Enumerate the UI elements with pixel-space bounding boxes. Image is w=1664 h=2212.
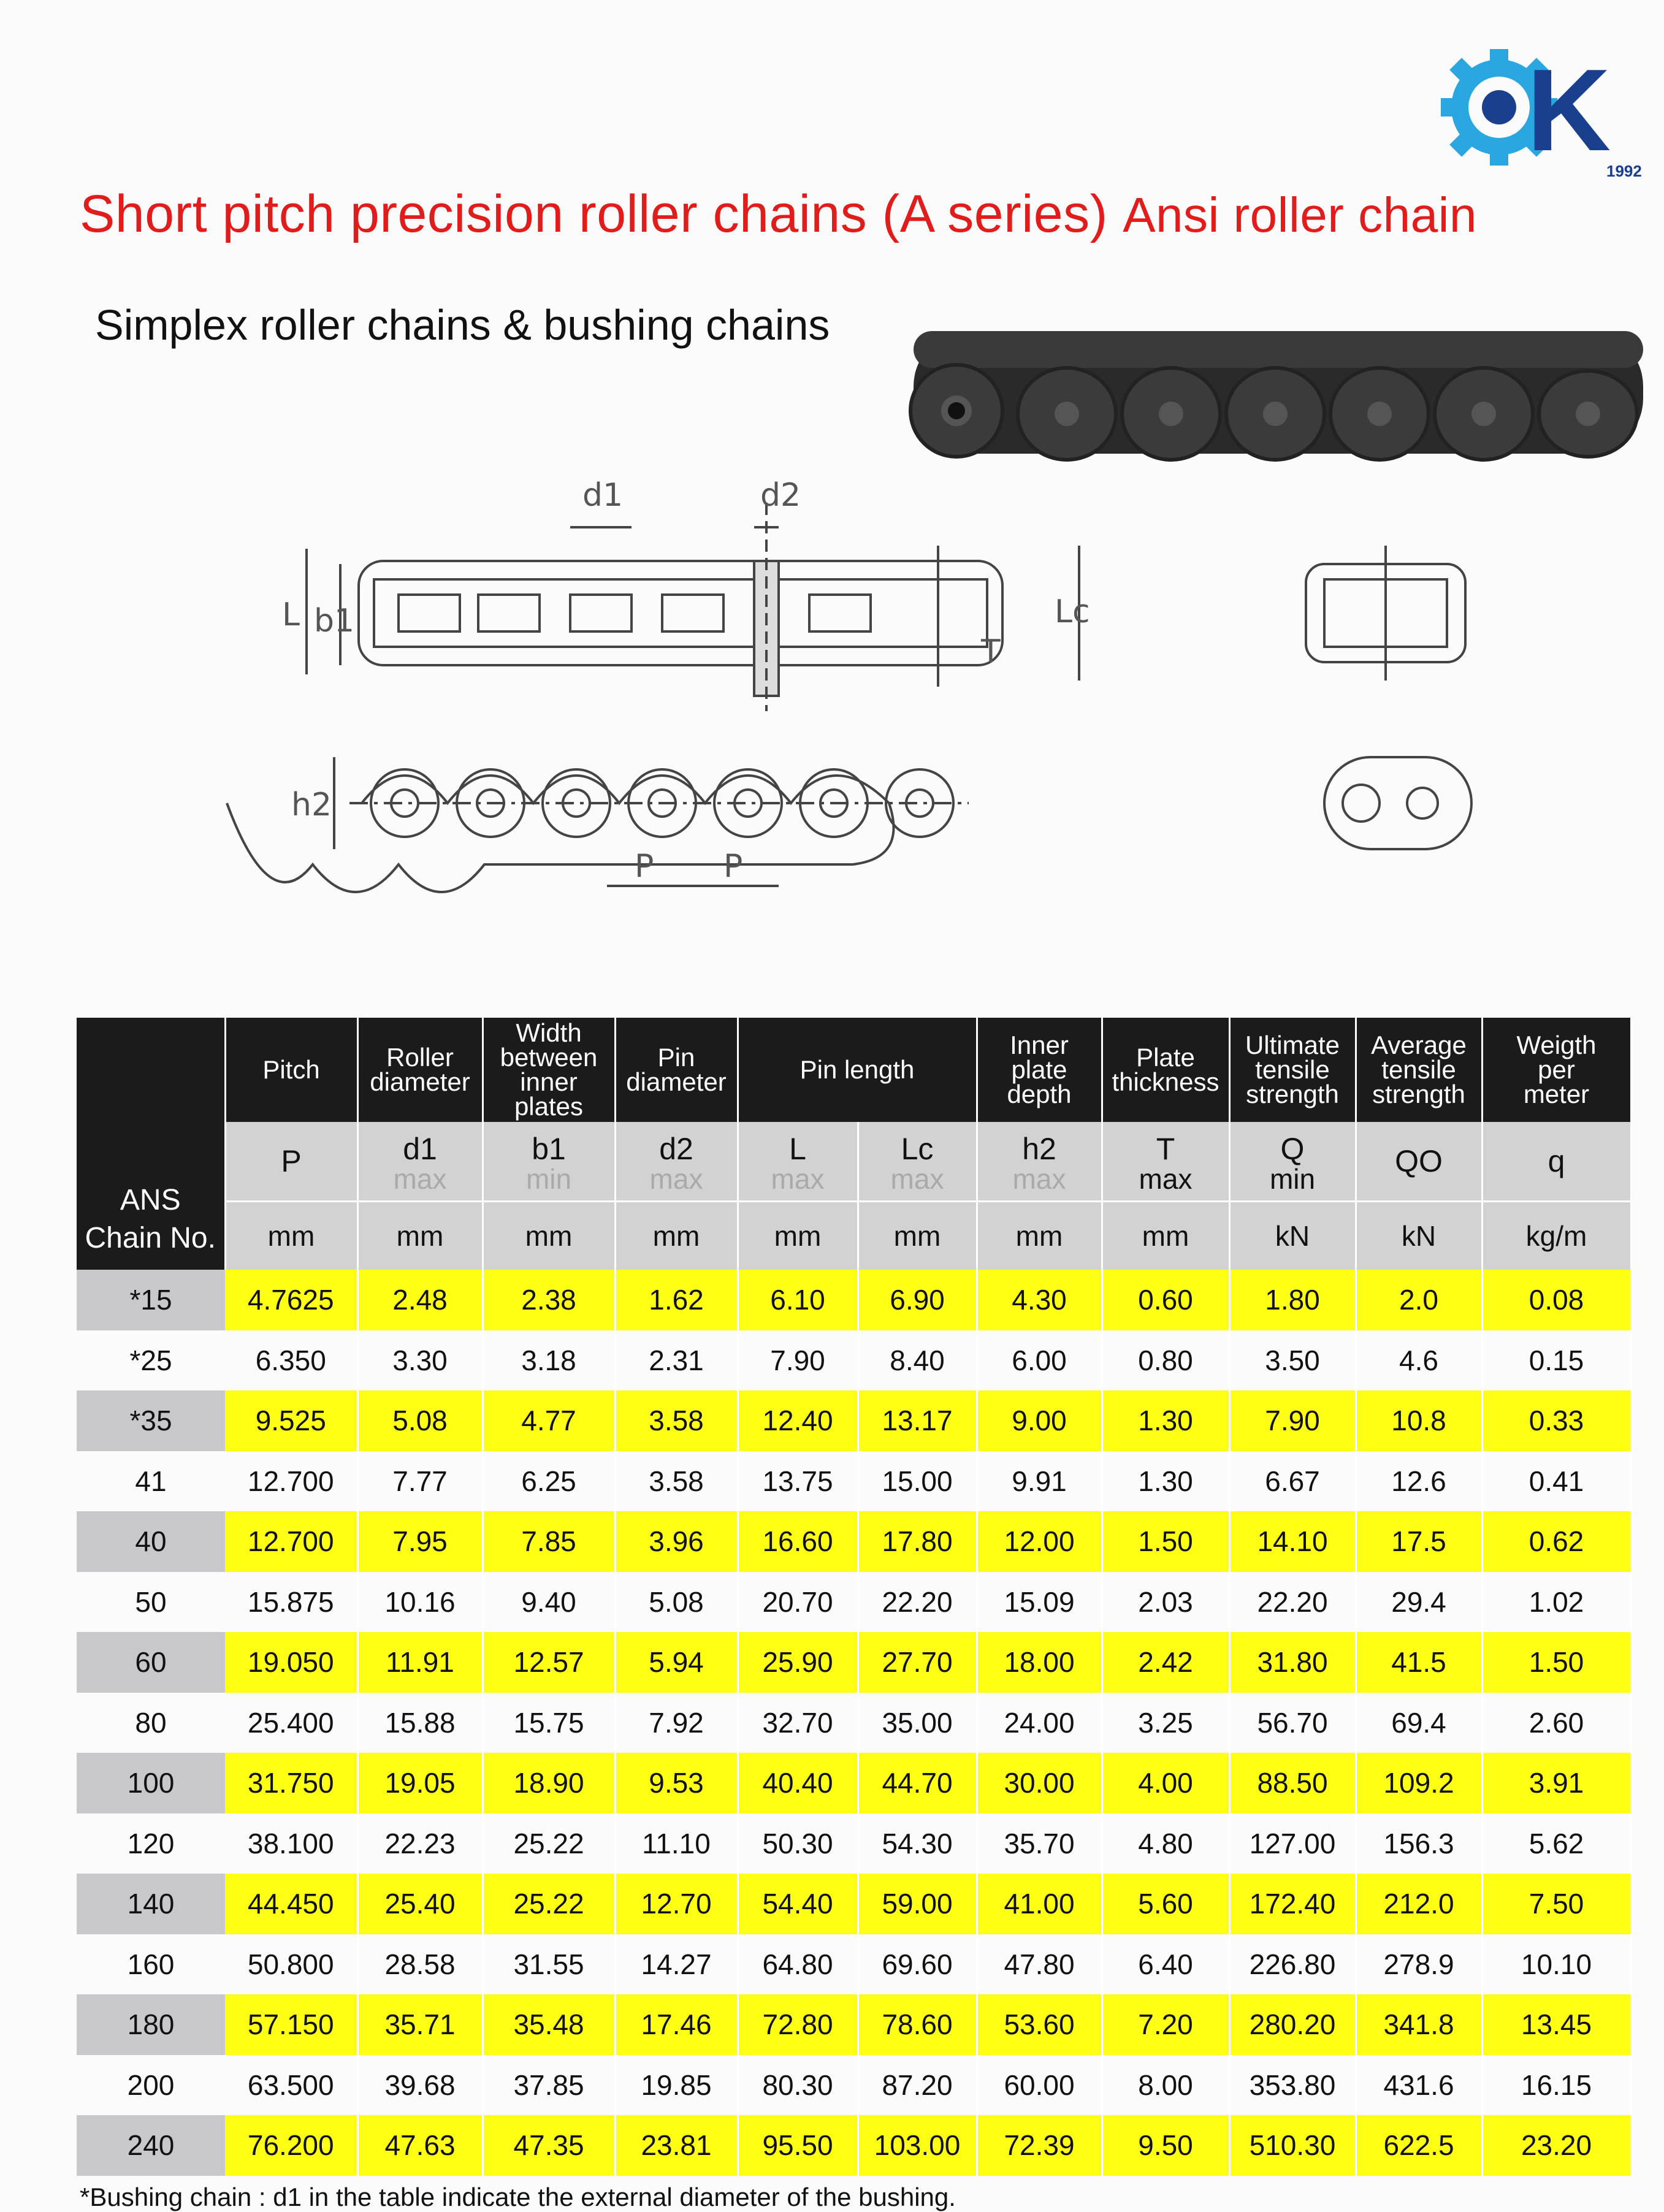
value-cell: 72.80	[738, 1994, 858, 2055]
value-cell: 80.30	[738, 2055, 858, 2116]
table-row	[77, 1330, 1631, 1391]
value-cell: 14.27	[615, 1934, 738, 1995]
value-cell: 278.9	[1356, 1934, 1482, 1995]
value-cell: 88.50	[1229, 1753, 1356, 1813]
symbol-cell	[738, 1122, 858, 1202]
value-cell: 41.5	[1356, 1632, 1482, 1693]
table-row	[77, 1270, 1631, 1330]
table-row	[77, 2115, 1631, 2176]
value-cell: 1.62	[615, 1270, 738, 1330]
value-cell: 8.00	[1102, 2055, 1229, 2116]
title-suffix: Ansi roller chain	[1123, 188, 1477, 242]
value-cell: 44.70	[858, 1753, 977, 1813]
value-cell: 57.150	[225, 1994, 357, 2055]
value-cell: 431.6	[1356, 2055, 1482, 2116]
value-cell: 9.525	[225, 1390, 357, 1451]
value-cell: 38.100	[225, 1813, 357, 1874]
value-cell: 22.20	[1229, 1572, 1356, 1633]
table-row	[77, 1994, 1631, 2055]
value-cell: 9.00	[977, 1390, 1102, 1451]
value-cell: 6.00	[977, 1330, 1102, 1391]
value-cell: 54.40	[738, 1874, 858, 1934]
value-cell: 103.00	[858, 2115, 977, 2176]
label-P2: P	[723, 848, 743, 885]
value-cell: 25.400	[225, 1693, 357, 1753]
value-cell: 10.16	[357, 1572, 483, 1633]
unit-cell: mm	[738, 1202, 858, 1270]
value-cell: 622.5	[1356, 2115, 1482, 2176]
value-cell: 19.050	[225, 1632, 357, 1693]
value-cell: 6.40	[1102, 1934, 1229, 1995]
value-cell: 69.4	[1356, 1693, 1482, 1753]
value-cell: 7.90	[738, 1330, 858, 1391]
value-cell: 172.40	[1229, 1874, 1356, 1934]
value-cell: 226.80	[1229, 1934, 1356, 1995]
label-d1: d1	[582, 477, 624, 514]
value-cell: 109.2	[1356, 1753, 1482, 1813]
symbol-text: Q	[1280, 1132, 1305, 1166]
value-cell: 50.30	[738, 1813, 858, 1874]
value-cell: 6.67	[1229, 1451, 1356, 1512]
table-row	[77, 1693, 1631, 1753]
value-cell: 22.23	[357, 1813, 483, 1874]
value-cell: 9.50	[1102, 2115, 1229, 2176]
value-cell: 69.60	[858, 1934, 977, 1995]
value-cell: 47.63	[357, 2115, 483, 2176]
value-cell: 2.0	[1356, 1270, 1482, 1330]
value-cell: 6.25	[483, 1451, 615, 1512]
value-cell: 1.30	[1102, 1451, 1229, 1512]
value-cell: 95.50	[738, 2115, 858, 2176]
value-cell: 1.02	[1482, 1572, 1631, 1633]
value-cell: 15.75	[483, 1693, 615, 1753]
value-cell: 13.45	[1482, 1994, 1631, 2055]
value-cell: 9.53	[615, 1753, 738, 1813]
value-cell: 4.7625	[225, 1270, 357, 1330]
chain-no-cell: 40	[77, 1511, 225, 1572]
value-cell: 0.62	[1482, 1511, 1631, 1572]
value-cell: 16.60	[738, 1511, 858, 1572]
value-cell: 212.0	[1356, 1874, 1482, 1934]
value-cell: 59.00	[858, 1874, 977, 1934]
value-cell: 2.31	[615, 1330, 738, 1391]
label-b1: b1	[314, 603, 355, 639]
chain-no-cell: 180	[77, 1994, 225, 2055]
table-row	[77, 1390, 1631, 1451]
value-cell: 35.00	[858, 1693, 977, 1753]
col-inner: Inner plate depth	[977, 1018, 1102, 1122]
value-cell: 2.42	[1102, 1632, 1229, 1693]
title-main: Short pitch precision roller chains (A series)	[80, 185, 1108, 243]
value-cell: 17.46	[615, 1994, 738, 2055]
label-Lc: Lc	[1055, 593, 1090, 630]
chain-no-cell: 60	[77, 1632, 225, 1693]
value-cell: 5.60	[1102, 1874, 1229, 1934]
symbol-cell	[1356, 1122, 1482, 1202]
spec-table	[77, 1018, 1632, 2176]
chain-no-cell: 120	[77, 1813, 225, 1874]
chain-no-cell: *15	[77, 1270, 225, 1330]
value-cell: 7.90	[1229, 1390, 1356, 1451]
value-cell: 353.80	[1229, 2055, 1356, 2116]
value-cell: 3.91	[1482, 1753, 1631, 1813]
symbol-text: b1	[532, 1132, 566, 1166]
value-cell: 3.96	[615, 1511, 738, 1572]
value-cell: 5.62	[1482, 1813, 1631, 1874]
table-row	[77, 1753, 1631, 1813]
value-cell: 13.75	[738, 1451, 858, 1512]
value-cell: 32.70	[738, 1693, 858, 1753]
table-row	[77, 1451, 1631, 1512]
unit-cell: kg/m	[1482, 1202, 1631, 1270]
value-cell: 12.00	[977, 1511, 1102, 1572]
value-cell: 35.48	[483, 1994, 615, 2055]
value-cell: 12.40	[738, 1390, 858, 1451]
value-cell: 3.30	[357, 1330, 483, 1391]
value-cell: 2.60	[1482, 1693, 1631, 1753]
value-cell: 12.70	[615, 1874, 738, 1934]
symbol-cell	[858, 1122, 977, 1202]
value-cell: 44.450	[225, 1874, 357, 1934]
logo-year: 1992	[1606, 162, 1642, 180]
value-cell: 25.22	[483, 1813, 615, 1874]
value-cell: 20.70	[738, 1572, 858, 1633]
value-cell: 25.40	[357, 1874, 483, 1934]
col-pin-dia: Pin diameter	[615, 1018, 738, 1122]
limit-text: max	[649, 1163, 703, 1195]
value-cell: 3.25	[1102, 1693, 1229, 1753]
symbol-cell	[357, 1122, 483, 1202]
symbol-cell	[1229, 1122, 1356, 1202]
chain-drawing	[270, 478, 1533, 920]
value-cell: 12.6	[1356, 1451, 1482, 1512]
col-pitch: Pitch	[225, 1018, 357, 1122]
subtitle: Simplex roller chains & bushing chains	[95, 301, 830, 349]
value-cell: 64.80	[738, 1934, 858, 1995]
col-avg: Average tensile strength	[1356, 1018, 1482, 1122]
value-cell: 18.90	[483, 1753, 615, 1813]
value-cell: 39.68	[357, 2055, 483, 2116]
value-cell: 23.20	[1482, 2115, 1631, 2176]
svg-text:K: K	[1527, 45, 1611, 175]
limit-text: min	[525, 1163, 572, 1195]
value-cell: 56.70	[1229, 1693, 1356, 1753]
value-cell: 25.90	[738, 1632, 858, 1693]
value-cell: 2.38	[483, 1270, 615, 1330]
value-cell: 7.92	[615, 1693, 738, 1753]
value-cell: 9.40	[483, 1572, 615, 1633]
limit-text: max	[1012, 1163, 1066, 1195]
unit-cell: mm	[615, 1202, 738, 1270]
table-row	[77, 1511, 1631, 1572]
value-cell: 7.50	[1482, 1874, 1631, 1934]
value-cell: 6.90	[858, 1270, 977, 1330]
chain-no-cell: 200	[77, 2055, 225, 2116]
value-cell: 4.00	[1102, 1753, 1229, 1813]
page-title	[80, 184, 1637, 245]
value-cell: 510.30	[1229, 2115, 1356, 2176]
value-cell: 6.10	[738, 1270, 858, 1330]
value-cell: 1.80	[1229, 1270, 1356, 1330]
table-row	[77, 1572, 1631, 1633]
symbol-cell	[977, 1122, 1102, 1202]
value-cell: 341.8	[1356, 1994, 1482, 2055]
value-cell: 7.95	[357, 1511, 483, 1572]
value-cell: 4.80	[1102, 1813, 1229, 1874]
chain-no-cell: *35	[77, 1390, 225, 1451]
unit-cell: mm	[357, 1202, 483, 1270]
symbol-text: d2	[659, 1132, 693, 1166]
value-cell: 17.5	[1356, 1511, 1482, 1572]
col-weight: Weigth per meter	[1482, 1018, 1631, 1122]
table-row	[77, 1934, 1631, 1995]
value-cell: 25.22	[483, 1874, 615, 1934]
table-row	[77, 1874, 1631, 1934]
value-cell: 15.09	[977, 1572, 1102, 1633]
value-cell: 6.350	[225, 1330, 357, 1391]
value-cell: 10.10	[1482, 1934, 1631, 1995]
value-cell: 14.10	[1229, 1511, 1356, 1572]
value-cell: 31.750	[225, 1753, 357, 1813]
value-cell: 76.200	[225, 2115, 357, 2176]
symbol-cell	[483, 1122, 615, 1202]
value-cell: 9.91	[977, 1451, 1102, 1512]
chain-no-cell: *25	[77, 1330, 225, 1391]
value-cell: 0.33	[1482, 1390, 1631, 1451]
chain-no-cell: 140	[77, 1874, 225, 1934]
chain-no-cell: 160	[77, 1934, 225, 1995]
value-cell: 22.20	[858, 1572, 977, 1633]
value-cell: 41.00	[977, 1874, 1102, 1934]
value-cell: 1.50	[1482, 1632, 1631, 1693]
value-cell: 72.39	[977, 2115, 1102, 2176]
symbol-text: h2	[1022, 1132, 1056, 1166]
value-cell: 37.85	[483, 2055, 615, 2116]
symbol-text: d1	[403, 1132, 437, 1166]
symbol-text: QO	[1395, 1144, 1443, 1178]
col-ult: Ultimate tensile strength	[1229, 1018, 1356, 1122]
chain-no-cell: 50	[77, 1572, 225, 1633]
value-cell: 7.77	[357, 1451, 483, 1512]
table-row	[77, 2055, 1631, 2116]
symbol-text: L	[789, 1132, 806, 1166]
label-d2: d2	[760, 477, 801, 514]
value-cell: 12.700	[225, 1511, 357, 1572]
value-cell: 35.71	[357, 1994, 483, 2055]
value-cell: 17.80	[858, 1511, 977, 1572]
symbol-cell	[225, 1122, 357, 1202]
symbol-cell	[1102, 1122, 1229, 1202]
value-cell: 280.20	[1229, 1994, 1356, 2055]
unit-cell: kN	[1229, 1202, 1356, 1270]
value-cell: 16.15	[1482, 2055, 1631, 2116]
col-pin-len: Pin length	[738, 1018, 977, 1122]
limit-text: max	[890, 1163, 944, 1195]
value-cell: 50.800	[225, 1934, 357, 1995]
value-cell: 47.35	[483, 2115, 615, 2176]
value-cell: 0.60	[1102, 1270, 1229, 1330]
value-cell: 15.88	[357, 1693, 483, 1753]
value-cell: 35.70	[977, 1813, 1102, 1874]
value-cell: 63.500	[225, 2055, 357, 2116]
value-cell: 31.55	[483, 1934, 615, 1995]
symbol-text: P	[281, 1144, 302, 1178]
value-cell: 3.58	[615, 1451, 738, 1512]
value-cell: 1.50	[1102, 1511, 1229, 1572]
value-cell: 0.08	[1482, 1270, 1631, 1330]
value-cell: 4.6	[1356, 1330, 1482, 1391]
value-cell: 3.18	[483, 1330, 615, 1391]
value-cell: 8.40	[858, 1330, 977, 1391]
value-cell: 2.48	[357, 1270, 483, 1330]
value-cell: 15.875	[225, 1572, 357, 1633]
value-cell: 10.8	[1356, 1390, 1482, 1451]
chain-no-cell: 41	[77, 1451, 225, 1512]
value-cell: 47.80	[977, 1934, 1102, 1995]
value-cell: 19.85	[615, 2055, 738, 2116]
value-cell: 7.85	[483, 1511, 615, 1572]
symbol-text: T	[1156, 1132, 1175, 1166]
table-row	[77, 1632, 1631, 1693]
value-cell: 5.08	[357, 1390, 483, 1451]
chain-no-cell: 100	[77, 1753, 225, 1813]
value-cell: 12.700	[225, 1451, 357, 1512]
symbol-text: q	[1548, 1144, 1565, 1178]
table-row	[77, 1813, 1631, 1874]
value-cell: 11.10	[615, 1813, 738, 1874]
chain-no-cell: 80	[77, 1693, 225, 1753]
value-cell: 54.30	[858, 1813, 977, 1874]
label-P1: P	[635, 848, 654, 885]
value-cell: 5.94	[615, 1632, 738, 1693]
unit-cell: mm	[1102, 1202, 1229, 1270]
label-T: T	[981, 633, 1001, 670]
value-cell: 53.60	[977, 1994, 1102, 2055]
limit-text: max	[393, 1163, 447, 1195]
symbol-cell	[615, 1122, 738, 1202]
value-cell: 18.00	[977, 1632, 1102, 1693]
value-cell: 12.57	[483, 1632, 615, 1693]
unit-cell: mm	[858, 1202, 977, 1270]
limit-text: max	[771, 1163, 825, 1195]
value-cell: 11.91	[357, 1632, 483, 1693]
unit-cell: mm	[483, 1202, 615, 1270]
value-cell: 4.30	[977, 1270, 1102, 1330]
unit-cell: kN	[1356, 1202, 1482, 1270]
chain-no-cell: 240	[77, 2115, 225, 2176]
limit-text: min	[1269, 1163, 1316, 1195]
col-width: Width between inner plates	[483, 1018, 615, 1122]
label-L: L	[282, 597, 300, 633]
unit-cell: mm	[977, 1202, 1102, 1270]
col-plate: Plate thickness	[1102, 1018, 1229, 1122]
value-cell: 24.00	[977, 1693, 1102, 1753]
value-cell: 3.58	[615, 1390, 738, 1451]
value-cell: 4.77	[483, 1390, 615, 1451]
value-cell: 7.20	[1102, 1994, 1229, 2055]
value-cell: 13.17	[858, 1390, 977, 1451]
value-cell: 29.4	[1356, 1572, 1482, 1633]
value-cell: 0.15	[1482, 1330, 1631, 1391]
value-cell: 0.80	[1102, 1330, 1229, 1391]
value-cell: 15.00	[858, 1451, 977, 1512]
ans-header: ANS Chain No.	[77, 1018, 225, 1270]
footnote: *Bushing chain : d1 in the table indicate the external diameter of the bushing.	[80, 2183, 956, 2211]
value-cell: 19.05	[357, 1753, 483, 1813]
value-cell: 60.00	[977, 2055, 1102, 2116]
value-cell: 3.50	[1229, 1330, 1356, 1391]
label-h2: h2	[291, 787, 332, 823]
value-cell: 40.40	[738, 1753, 858, 1813]
col-roller: Roller diameter	[357, 1018, 483, 1122]
symbol-text: Lc	[901, 1132, 934, 1166]
value-cell: 30.00	[977, 1753, 1102, 1813]
ck-logo	[1435, 43, 1642, 184]
value-cell: 2.03	[1102, 1572, 1229, 1633]
value-cell: 31.80	[1229, 1632, 1356, 1693]
symbol-cell	[1482, 1122, 1631, 1202]
value-cell: 0.41	[1482, 1451, 1631, 1512]
value-cell: 27.70	[858, 1632, 977, 1693]
limit-text: max	[1139, 1163, 1193, 1195]
value-cell: 5.08	[615, 1572, 738, 1633]
value-cell: 127.00	[1229, 1813, 1356, 1874]
value-cell: 156.3	[1356, 1813, 1482, 1874]
value-cell: 87.20	[858, 2055, 977, 2116]
value-cell: 78.60	[858, 1994, 977, 2055]
value-cell: 1.30	[1102, 1390, 1229, 1451]
value-cell: 23.81	[615, 2115, 738, 2176]
value-cell: 28.58	[357, 1934, 483, 1995]
unit-cell: mm	[225, 1202, 357, 1270]
chain-photo	[907, 307, 1649, 478]
